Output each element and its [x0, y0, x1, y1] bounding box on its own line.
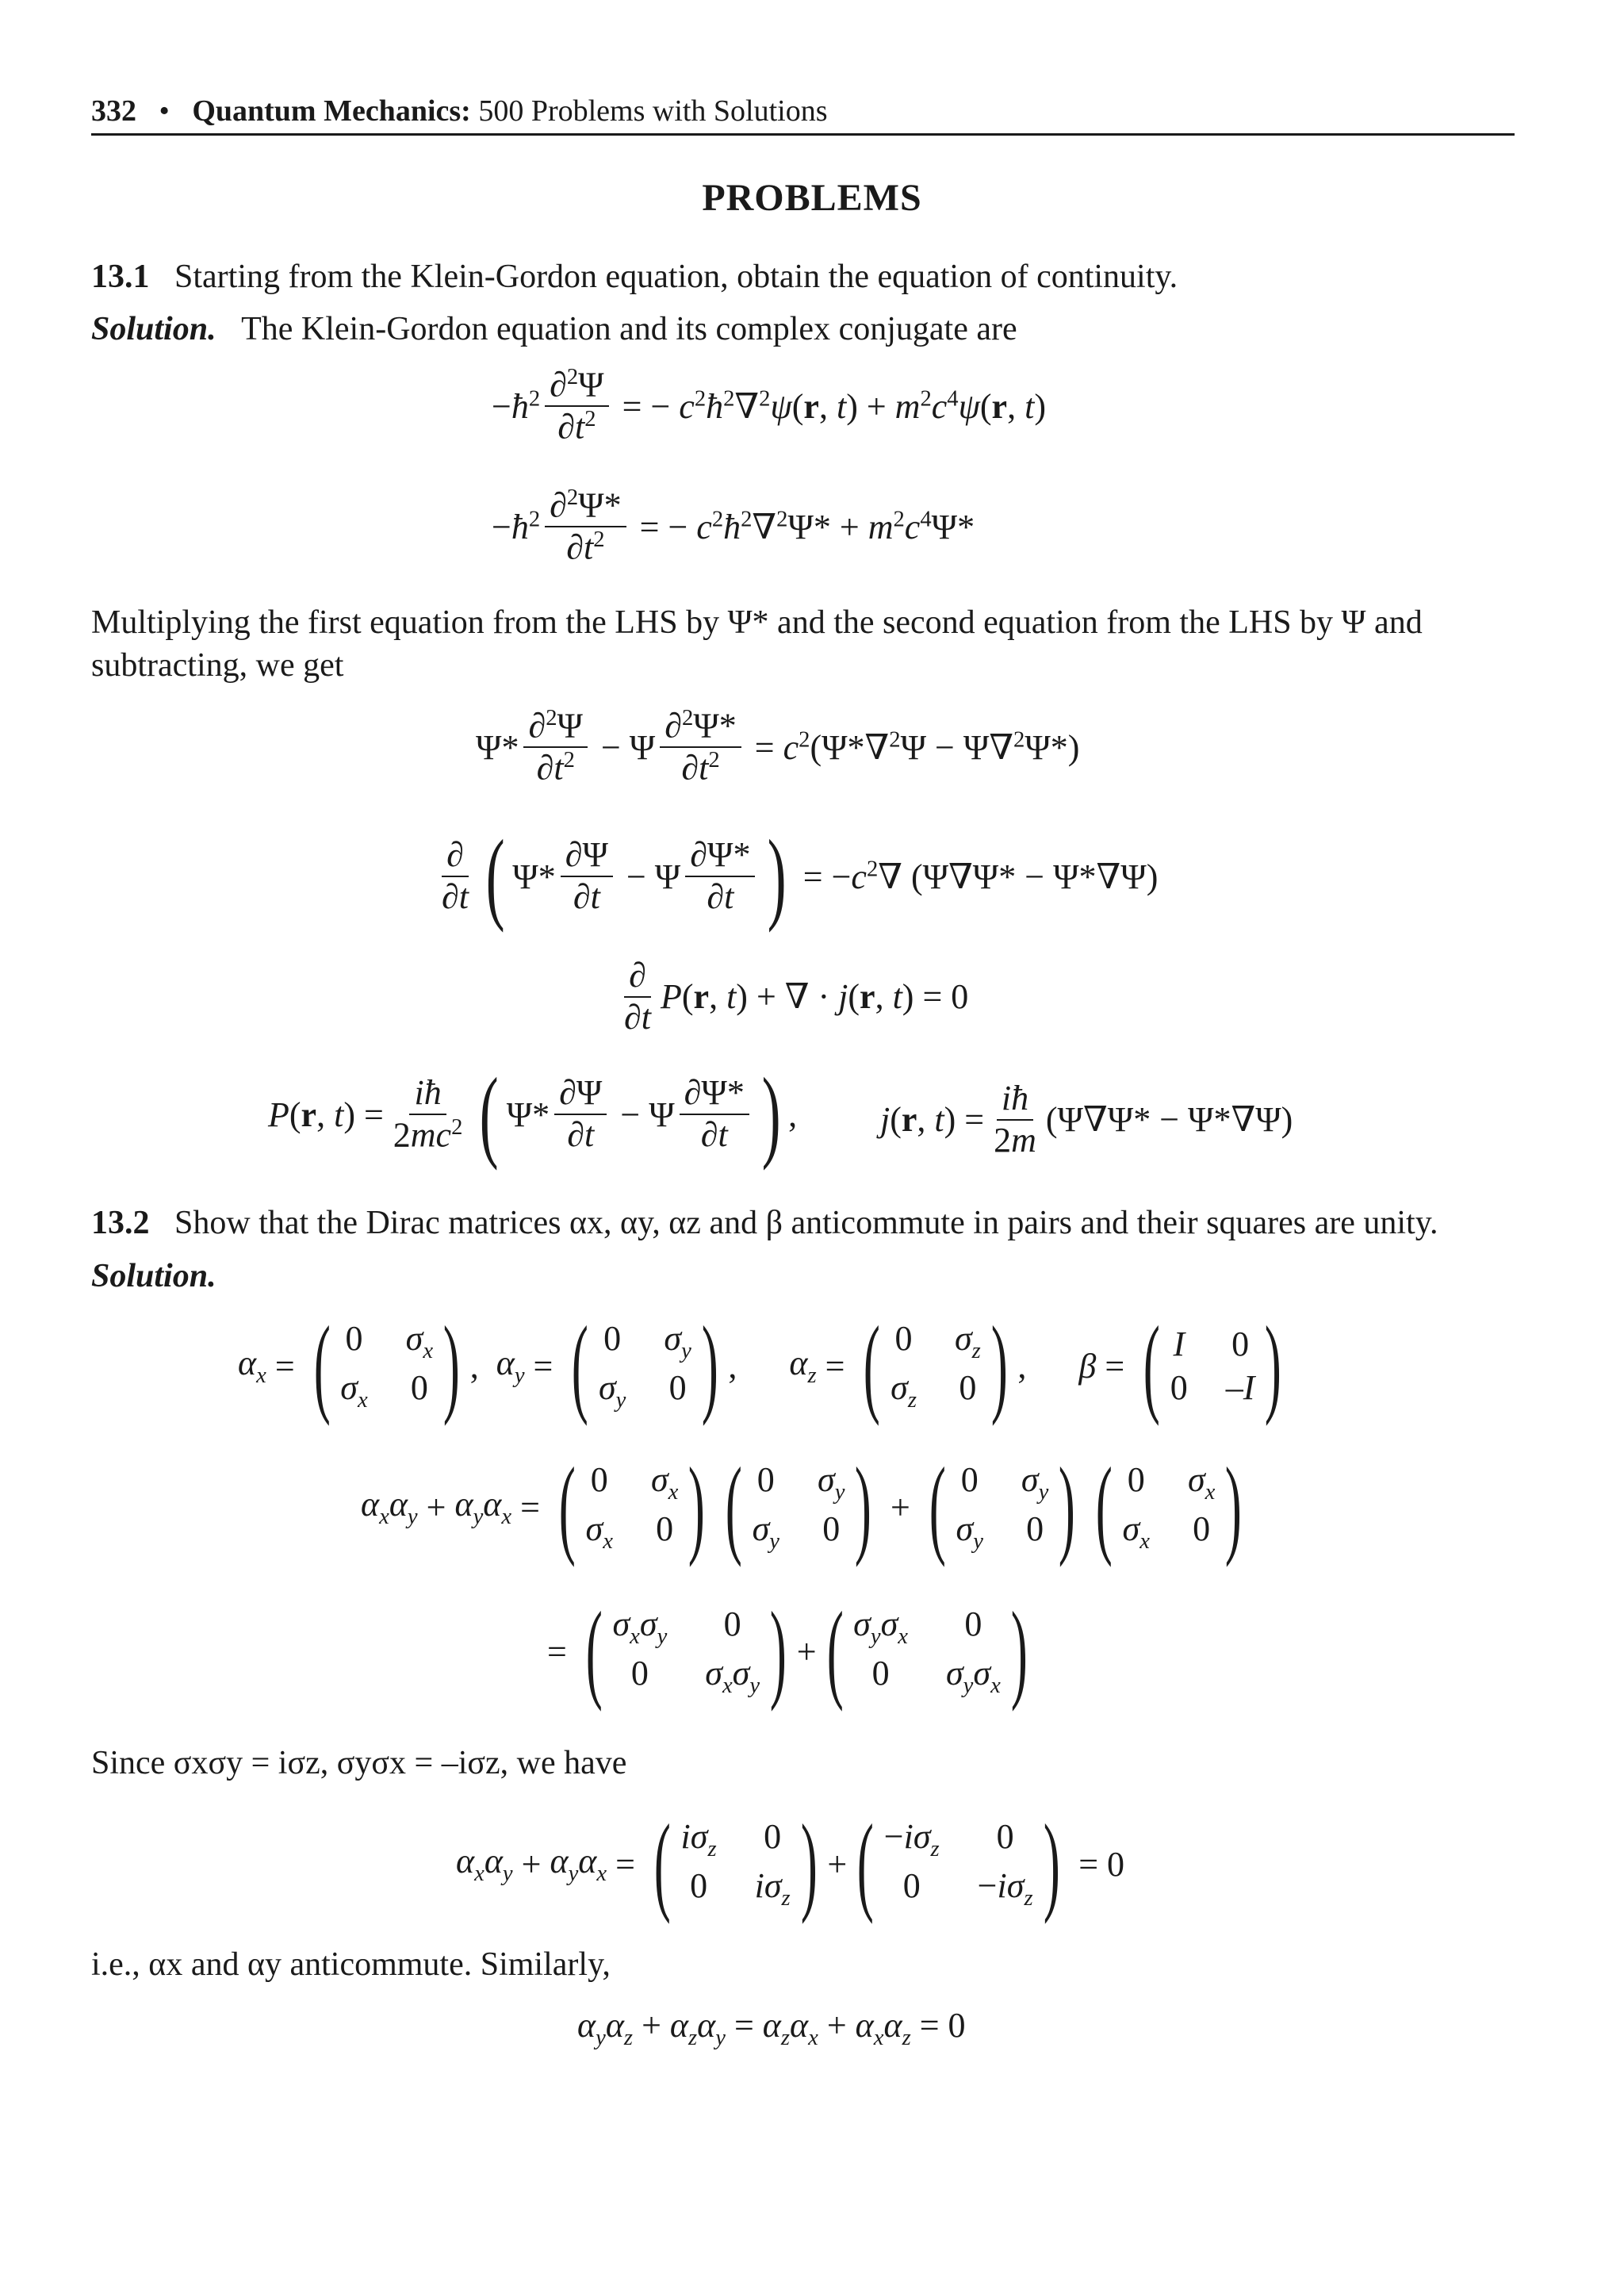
book-title-bold: Quantum Mechanics:: [192, 94, 471, 128]
ie-text: i.e., αx and αy anticommute. Similarly,: [91, 1946, 611, 1983]
solution-intro-text: The Klein-Gordon equation and its complex conjugate are: [241, 311, 1017, 347]
book-title-rest: 500 Problems with Solutions: [478, 94, 828, 128]
equation-current-density: j(r, t) = $\frac{iħ}{2m}$ (Ψ∇Ψ* − Ψ*∇Ψ): [880, 1079, 1293, 1160]
problem-number: 13.1: [91, 259, 150, 295]
header-rule: [91, 133, 1515, 136]
solution-13-1-intro: [91, 308, 1017, 351]
equation-subtracted: Ψ* $\frac{\partial^2\Psi}{\partial t^2}$ − Ψ $\frac{\partial^2\Psi*}{\partial t^2}$ = $c^2(\Psi*\nabla^2\Psi - \Psi\nabla^2\Psi*)$: [476, 706, 1080, 788]
header-bullet: •: [159, 94, 170, 128]
running-header: [91, 94, 828, 128]
paragraph-multiply-line-1: Multiplying the first equation from the LHS by Ψ* and the second equation from the LHS by Ψ and: [91, 604, 1423, 641]
problem-number: 13.2: [91, 1205, 150, 1241]
page-number: 332: [91, 94, 136, 128]
section-title: PROBLEMS: [702, 177, 922, 219]
equation-time-derivative: $\frac{\partial}{\partial t}$ ( Ψ* $\frac{\partial\Psi}{\partial t}$ − Ψ $\frac{\partial\Psi*}{\partial t}$ ) = $-c^2\nabla$ (Ψ∇Ψ* − Ψ*∇Ψ): [442, 819, 1159, 934]
equation-continuity: $\frac{\partial}{\partial t}$ P(r, t) + ∇ · j(r, t) = 0: [624, 956, 969, 1037]
equation-klein-gordon: $-ħ^2$ $\frac{\partial^2\Psi}{\partial t^2}$ = − $c^2ħ^2\nabla^2\psi(r$, $t) + m^2c^4\psi(r$, t): [492, 365, 1046, 447]
paragraph-multiply-line-2: subtracting, we get: [91, 647, 344, 684]
equation-klein-gordon-conjugate: $-ħ^2$ $\frac{\partial^2\Psi*}{\partial t^2}$ = − $c^2ħ^2\nabla^2\Psi* + m^2c^4\Psi*$: [492, 485, 975, 567]
equation-dirac-matrices: $\alpha_x$ = ( 0 $\sigma_x$ $\sigma_x$ 0 ) , $\alpha_y$ = ( 0 $\sigma_y$ $\sigma_y$ 0 ) , $\alpha_z$ = ( 0 $\sigma_z$ $\sigma_z$ 0 ) , β = ( I 0 0 –I ): [238, 1304, 1282, 1427]
equation-anticommutator-product: $\alpha_x\alpha_y$ + $\alpha_y\alpha_x$ = ( 0 $\sigma_x$ $\sigma_x$ 0 ) ( 0 $\sigma_y$ $\sigma_y$ 0 ) + ( 0 $\sigma_y$ $\sigma_y$ 0 ) ( 0 $\sigma_x$ $\sigma_x$ 0 ): [361, 1445, 1243, 1568]
equation-anticommutator-sum: = ( $\sigma_x\sigma_y$ 0 0 $\sigma_x\sigma_y$ ) + ( $\sigma_y\sigma_x$ 0 0 $\sigma_y\sigma_x$ ): [547, 1589, 1028, 1712]
solution-label: Solution.: [91, 311, 216, 347]
equation-anticommutator-zero: $\alpha_x\alpha_y$ + $\alpha_y\alpha_x$ = ( $i\sigma_z$ 0 0 $i\sigma_z$ ) + ( $-i\sigma_z$ 0 0 $-i\sigma_z$ ) = 0: [456, 1802, 1125, 1925]
problem-13-2-statement: [91, 1202, 1438, 1244]
since-text: Since σxσy = iσz, σyσx = –iσz, we have: [91, 1745, 627, 1781]
equation-probability-density: P(r, t) = $\frac{iħ}{2mc^2}$ ( Ψ* $\frac{\partial\Psi}{\partial t}$ − Ψ $\frac{\partial\Psi*}{\partial t}$ ) ,: [268, 1057, 798, 1171]
problem-13-1-statement: [91, 255, 1178, 298]
equation-similarly: $\alpha_y\alpha_z + \alpha_z\alpha_y = \alpha_z\alpha_x + \alpha_x\alpha_z = 0$: [577, 2006, 966, 2050]
problem-text: Show that the Dirac matrices αx, αy, αz and β anticommute in pairs and their squares are unity.: [174, 1205, 1438, 1241]
solution-13-2-label: Solution.: [91, 1258, 216, 1294]
problem-text: Starting from the Klein-Gordon equation, obtain the equation of continuity.: [174, 259, 1178, 295]
